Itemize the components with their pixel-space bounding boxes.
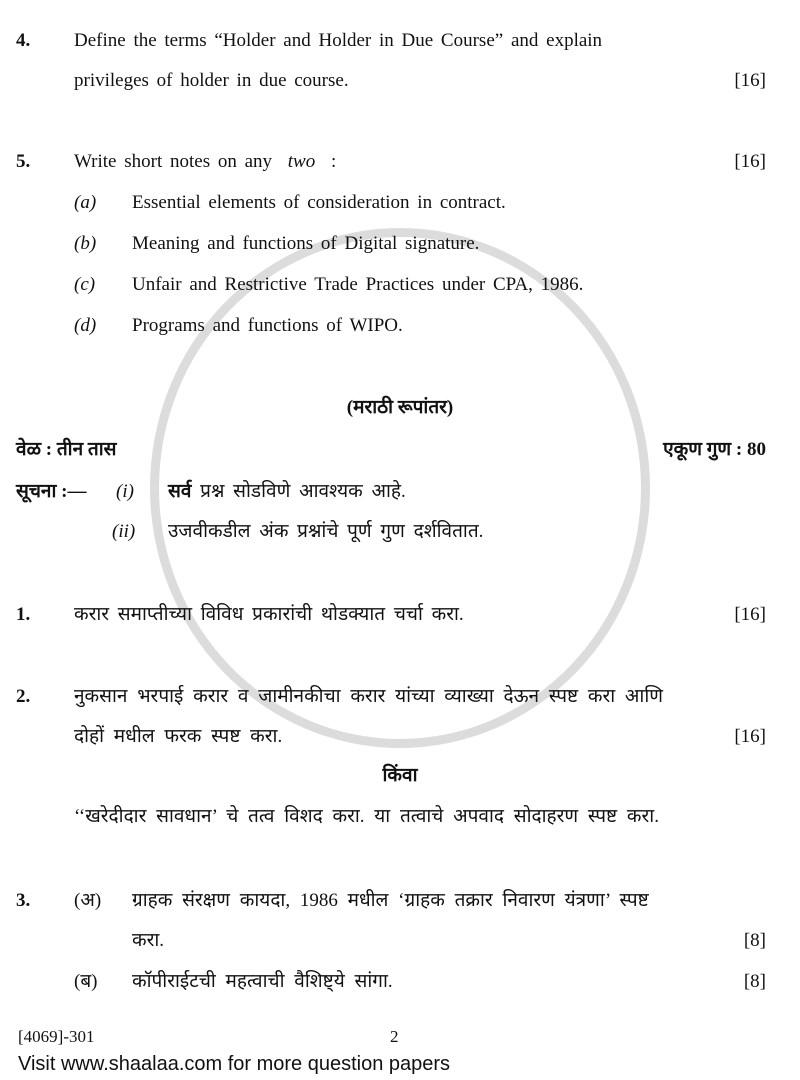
marks: [16] xyxy=(734,604,766,625)
or-separator: किंवा xyxy=(382,765,418,786)
question-number: 4. xyxy=(16,30,31,51)
item-label: (ब) xyxy=(74,971,98,992)
item-text: Meaning and functions of Digital signature. xyxy=(132,233,480,254)
marks: [16] xyxy=(734,70,766,91)
instruction-text xyxy=(168,480,406,504)
time-allowed: वेळ : तीन तास xyxy=(16,439,117,460)
question-text: ‘‘खरेदीदार सावधान’ चे तत्व विशद करा. या तत्वाचे अपवाद सोदाहरण स्पष्ट करा. xyxy=(74,806,659,827)
section-heading: (मराठी रूपांतर) xyxy=(346,397,454,418)
visit-link[interactable]: Visit www.shaalaa.com for more question papers xyxy=(18,1053,451,1075)
paper-code: [4069]-301 xyxy=(18,1027,95,1046)
question-number: 5. xyxy=(16,151,31,172)
instructions-label: सूचना :— xyxy=(16,481,87,502)
marks: [8] xyxy=(743,971,766,992)
item-text: Unfair and Restrictive Trade Practices under CPA, 1986. xyxy=(132,274,584,295)
item-label: (a) xyxy=(74,192,97,213)
question-text: नुकसान भरपाई करार व जामीनकीचा करार यांच्या व्याख्या देऊन स्पष्ट करा आणि xyxy=(74,686,663,707)
emphasis: two xyxy=(287,151,316,172)
question-text: दोहों मधील फरक स्पष्ट करा. xyxy=(74,726,283,747)
question-text: Write short notes on any xyxy=(74,151,273,172)
question-text: privileges of holder in due course. xyxy=(74,70,349,91)
page-number: 2 xyxy=(390,1027,399,1046)
marks: [16] xyxy=(734,726,766,747)
instruction-label: (ii) xyxy=(112,521,136,542)
instruction-label: (i) xyxy=(116,481,134,502)
emphasis: सर्व xyxy=(168,481,192,502)
item-text: Programs and functions of WIPO. xyxy=(132,315,403,336)
total-marks: एकूण गुण : 80 xyxy=(663,439,766,460)
instruction-text: उजवीकडील अंक प्रश्नांचे पूर्ण गुण दर्शवितात. xyxy=(168,521,484,542)
question-text: Define the terms “Holder and Holder in Due Course” and explain xyxy=(74,30,603,51)
instruction-text: प्रश्न सोडविणे आवश्यक आहे. xyxy=(200,481,406,502)
marks: [8] xyxy=(743,930,766,951)
question-text xyxy=(74,150,336,174)
item-label: (c) xyxy=(74,274,96,295)
marks: [16] xyxy=(734,151,766,172)
question-text: कॉपीराईटची महत्वाची वैशिष्ट्ये सांगा. xyxy=(132,971,393,992)
question-text: करार समाप्तीच्या विविध प्रकारांची थोडक्यात चर्चा करा. xyxy=(74,604,464,625)
item-label: (d) xyxy=(74,315,97,336)
question-number: 1. xyxy=(16,604,31,625)
question-text: ग्राहक संरक्षण कायदा, 1986 मधील ‘ग्राहक तक्रार निवारण यंत्रणा’ स्पष्ट xyxy=(132,890,649,911)
item-label: (अ) xyxy=(74,890,102,911)
question-number: 2. xyxy=(16,686,31,707)
question-text: करा. xyxy=(132,930,165,951)
item-text: Essential elements of consideration in contract. xyxy=(132,192,506,213)
colon: : xyxy=(330,151,337,172)
question-number: 3. xyxy=(16,890,31,911)
item-label: (b) xyxy=(74,233,97,254)
